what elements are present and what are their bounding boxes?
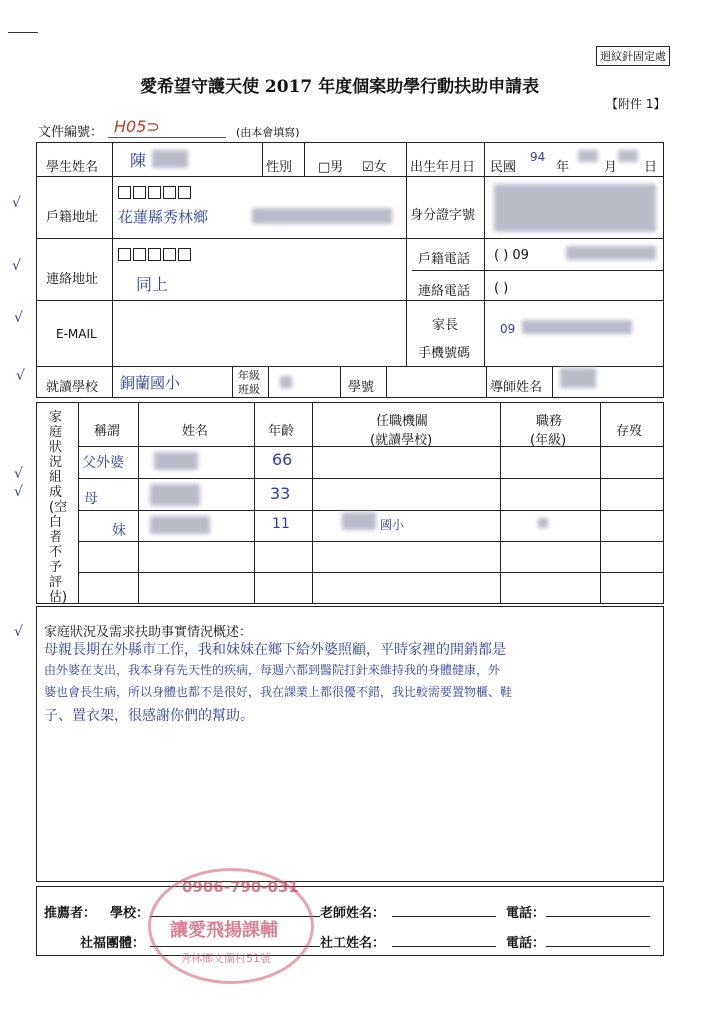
birth-month-unit: 月 (604, 160, 618, 175)
parent-label: 家長 (432, 318, 459, 333)
redacted-id (494, 184, 656, 232)
form-title: 愛希望守護天使 2017 年度個案助學行動扶助申請表 (140, 77, 540, 97)
family-row-title: 父外婆 (82, 455, 124, 471)
redacted-family-name (150, 484, 200, 506)
staple-note: 迴紋針固定處 (596, 46, 670, 66)
birth-label: 出生年月日 (410, 160, 476, 175)
grade-label: 年級 (238, 369, 260, 382)
header-title: 稱謂 (94, 424, 121, 439)
redacted-mobile (522, 320, 632, 334)
situation-line: 由外婆在支出，我本身有先天性的疾病，每週六都到醫院打針來維持我的身體健康，外 (44, 663, 501, 677)
corner-mark (8, 32, 38, 33)
margin-check: √ (12, 258, 21, 274)
postal-code-boxes (118, 244, 193, 263)
stamp-name: 讓愛飛揚課輔 (170, 920, 278, 941)
situation-line: 母親長期在外縣市工作，我和妹妹在鄉下給外婆照顧，平時家裡的開銷都是 (44, 642, 506, 658)
contact-phone-value: ( ) (494, 281, 509, 296)
family-row-age: 11 (272, 516, 290, 532)
mobile-label: 手機號碼 (418, 346, 471, 361)
school-rec-label: 學校： (110, 906, 150, 921)
phone-rec-line (546, 916, 650, 917)
postal-code-boxes (118, 182, 193, 201)
header-org-school: (就讀學校) (370, 433, 433, 448)
attachment-label: 【附件 1】 (606, 97, 666, 111)
family-row-title: 妹 (112, 523, 126, 539)
birth-year-unit: 年 (556, 160, 570, 175)
family-table (36, 402, 664, 604)
family-row-age: 33 (270, 484, 291, 503)
welfare-label: 社福團體： (80, 936, 146, 951)
contact-phone-label: 連絡電話 (418, 284, 471, 299)
birth-year: 94 (530, 150, 546, 164)
redacted-teacher (560, 368, 596, 388)
email-label: E-MAIL (56, 327, 97, 341)
family-row-org: 國小 (380, 518, 405, 532)
teacher-rec-label: 老師姓名： (320, 906, 386, 921)
social-worker-label: 社工姓名： (320, 936, 386, 951)
contact-address-label: 連絡地址 (46, 272, 99, 287)
student-name-label: 學生姓名 (46, 160, 99, 175)
phone-sw-label: 電話： (506, 936, 546, 951)
contact-address-value: 同上 (136, 275, 169, 294)
doc-no-value: H05⊃ (114, 117, 160, 136)
male-checkbox[interactable]: □男 (318, 160, 344, 175)
teacher-rec-line (392, 916, 496, 917)
header-position-grade: (年級) (530, 433, 567, 448)
birth-day-unit: 日 (644, 160, 658, 175)
school-value: 銅蘭國小 (120, 374, 181, 392)
household-address-value: 花蓮縣秀林鄉 (118, 208, 209, 226)
stamp-phone: 0906-790-031 (182, 878, 299, 896)
id-number-label: 身分證字號 (410, 208, 476, 223)
phone-sw-line (546, 946, 650, 947)
family-side-label: 家庭狀況組成(空白者不予評估) (49, 410, 68, 605)
margin-check: √ (14, 310, 23, 326)
redacted-name (152, 150, 188, 168)
household-phone-label: 戶籍電話 (418, 252, 471, 267)
redacted-grade (280, 376, 292, 388)
margin-check: √ (14, 466, 23, 482)
doc-no-underline (108, 137, 226, 138)
redacted-address (252, 208, 392, 224)
household-address-label: 戶籍地址 (46, 210, 99, 225)
situation-line: 婆也會長生病，所以身體也都不是很好，我在課業上都很優不錯，我比較需要置物櫃、鞋 (44, 685, 513, 699)
mobile-value: 09 (500, 322, 516, 336)
header-position: 職務 (536, 414, 563, 429)
family-row-title: 母 (84, 491, 98, 507)
margin-check: √ (14, 624, 23, 640)
redacted-birth (618, 150, 638, 162)
phone-rec-label: 電話： (506, 906, 546, 921)
situation-label: 家庭狀況及需求扶助事實情況概述： (44, 625, 253, 640)
situation-line: 子、置衣架，很感謝你們的幫助。 (44, 708, 254, 724)
margin-check: √ (14, 484, 23, 500)
gender-label: 性別 (266, 160, 293, 175)
redacted-phone (566, 246, 656, 260)
student-name-value: 陳 (130, 151, 147, 170)
female-checkbox[interactable]: ☑女 (362, 160, 387, 175)
recommender-label: 推薦者： (44, 906, 97, 921)
stamp-address: 秀林鄉文蘭村51號 (180, 952, 271, 965)
redacted-family-name (154, 452, 198, 470)
class-label: 班級 (238, 383, 260, 396)
redacted-grade (538, 518, 548, 528)
margin-check: √ (16, 368, 25, 384)
header-org: 任職機關 (376, 414, 429, 429)
doc-no-label: 文件編號： (38, 125, 104, 140)
family-row-age: 66 (272, 450, 293, 469)
redacted-birth (578, 150, 598, 162)
redacted-family-name (150, 516, 210, 534)
redacted-org (342, 512, 376, 530)
birth-era: 民國 (490, 160, 517, 175)
header-name: 姓名 (182, 424, 209, 439)
doc-no-note: (由本會填寫) (236, 126, 300, 139)
header-alive: 存歿 (616, 424, 643, 439)
teacher-name-label: 導師姓名 (490, 380, 543, 395)
student-no-label: 學號 (348, 380, 375, 395)
margin-check: √ (12, 195, 21, 211)
school-label: 就讀學校 (46, 380, 99, 395)
header-age: 年齡 (268, 424, 295, 439)
household-phone-value: ( ) 09 (494, 248, 529, 263)
social-worker-line (392, 946, 496, 947)
